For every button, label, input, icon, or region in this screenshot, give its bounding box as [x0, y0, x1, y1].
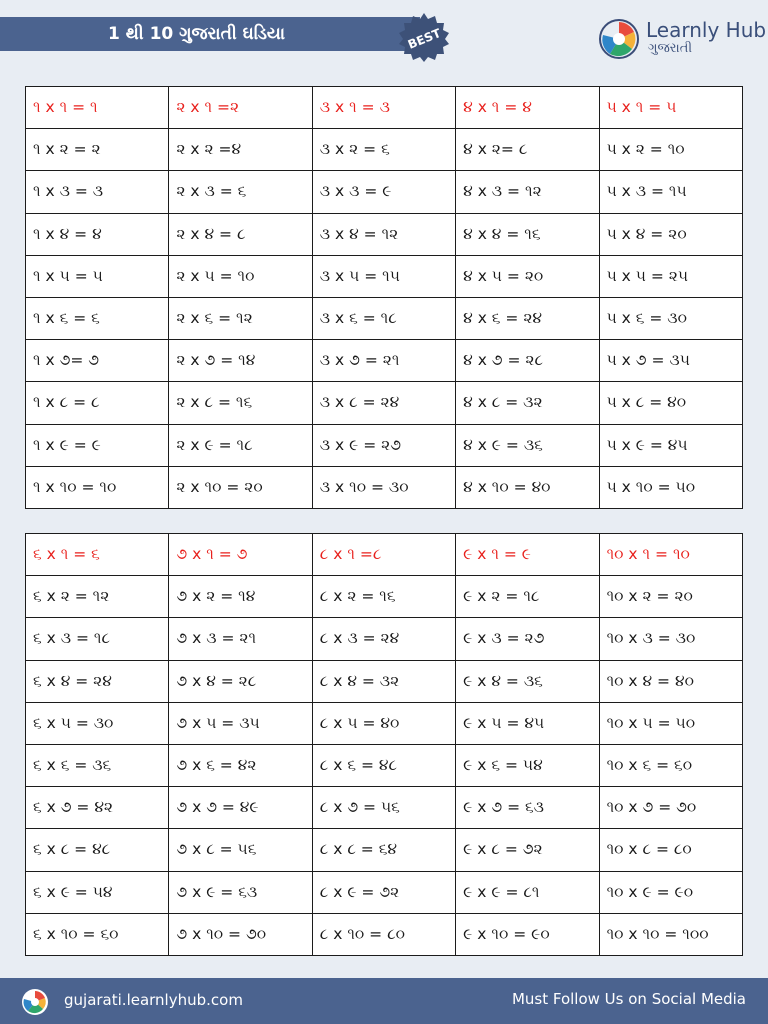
table-row — [26, 213, 743, 255]
table-cell: ૫ x ૫ = ૨૫ — [599, 255, 742, 297]
table-cell: ૫ x ૧ = ૫ — [599, 87, 742, 129]
table-cell: ૬ x ૬ = ૩૬ — [26, 744, 169, 786]
table-cell: ૬ x ૯ = ૫૪ — [26, 871, 169, 913]
table-cell: ૩ x ૯ = ૨૭ — [312, 424, 455, 466]
table-cell: ૧ x ૬ = ૬ — [26, 297, 169, 339]
table-row — [26, 297, 743, 339]
table-cell: ૬ x ૧ = ૬ — [26, 534, 169, 576]
table-cell: ૬ x ૮ = ૪૮ — [26, 829, 169, 871]
table-cell: ૯ x ૫ = ૪૫ — [456, 702, 599, 744]
table-cell: ૪ x ૬ = ૨૪ — [456, 297, 599, 339]
table-cell: ૯ x ૨ = ૧૮ — [456, 576, 599, 618]
table-cell: ૯ x ૪ = ૩૬ — [456, 660, 599, 702]
table-row — [26, 382, 743, 424]
table-cell: ૬ x ૧૦ = ૬૦ — [26, 913, 169, 955]
table-header-row — [26, 534, 743, 576]
table-cell: ૮ x ૧૦ = ૮૦ — [312, 913, 455, 955]
table-cell: ૯ x ૭ = ૬૩ — [456, 787, 599, 829]
table-cell: ૧ x ૭= ૭ — [26, 340, 169, 382]
table-row — [26, 340, 743, 382]
table-cell: ૨ x ૭ = ૧૪ — [169, 340, 312, 382]
table-cell: ૧૦ x ૫ = ૫૦ — [599, 702, 742, 744]
table-cell: ૭ x ૯ = ૬૩ — [169, 871, 312, 913]
table-cell: ૫ x ૮ = ૪૦ — [599, 382, 742, 424]
table-cell: ૪ x ૨= ૮ — [456, 129, 599, 171]
table-cell: ૩ x ૭ = ૨૧ — [312, 340, 455, 382]
table-row — [26, 424, 743, 466]
table-row — [26, 702, 743, 744]
table-cell: ૫ x ૯ = ૪૫ — [599, 424, 742, 466]
page-title: 1 થી 10 ગુજરાતી ઘડિયા — [0, 17, 420, 51]
table-cell: ૧ x ૫ = ૫ — [26, 255, 169, 297]
table-cell: ૪ x ૧૦ = ૪૦ — [456, 466, 599, 508]
table-cell: ૧ x ૮ = ૮ — [26, 382, 169, 424]
table-cell: ૪ x ૪ = ૧૬ — [456, 213, 599, 255]
table-cell: ૧૦ x ૮ = ૮૦ — [599, 829, 742, 871]
logo-name: Learnly Hub — [646, 18, 767, 42]
table-cell: ૨ x ૧૦ = ૨૦ — [169, 466, 312, 508]
table-cell: ૪ x ૧ = ૪ — [456, 87, 599, 129]
table-row — [26, 618, 743, 660]
footer-logo-icon — [18, 987, 52, 1017]
table-cell: ૪ x ૫ = ૨૦ — [456, 255, 599, 297]
table-cell: ૭ x ૧ = ૭ — [169, 534, 312, 576]
table-cell: ૩ x ૬ = ૧૮ — [312, 297, 455, 339]
badge-text: BEST — [405, 26, 443, 52]
times-table-1-to-5 — [25, 86, 743, 509]
table-cell: ૧ x ૨ = ૨ — [26, 129, 169, 171]
table-cell: ૧ x ૧ = ૧ — [26, 87, 169, 129]
table-cell: ૫ x ૨ = ૧૦ — [599, 129, 742, 171]
table-row — [26, 171, 743, 213]
table-cell: ૯ x ૩ = ૨૭ — [456, 618, 599, 660]
table-cell: ૨ x ૩ = ૬ — [169, 171, 312, 213]
table-cell: ૨ x ૪ = ૮ — [169, 213, 312, 255]
table-row — [26, 466, 743, 508]
table-cell: ૫ x ૬ = ૩૦ — [599, 297, 742, 339]
logo-subtitle: ગુજરાતી — [648, 41, 693, 56]
table-cell: ૭ x ૨ = ૧૪ — [169, 576, 312, 618]
table-cell: ૭ x ૩ = ૨૧ — [169, 618, 312, 660]
table-cell: ૪ x ૯ = ૩૬ — [456, 424, 599, 466]
table-cell: ૩ x ૪ = ૧૨ — [312, 213, 455, 255]
table-row — [26, 660, 743, 702]
table-cell: ૫ x ૪ = ૨૦ — [599, 213, 742, 255]
learnly-hub-logo[interactable] — [598, 14, 768, 60]
table-cell: ૭ x ૬ = ૪૨ — [169, 744, 312, 786]
page-header — [0, 0, 768, 64]
footer-follow-text: Must Follow Us on Social Media — [511, 990, 746, 1008]
table-cell: ૯ x ૮ = ૭૨ — [456, 829, 599, 871]
table-cell: ૬ x ૨ = ૧૨ — [26, 576, 169, 618]
table-cell: ૧૦ x ૧૦ = ૧૦૦ — [599, 913, 742, 955]
times-table-6-to-10 — [25, 533, 743, 956]
table-cell: ૩ x ૧૦ = ૩૦ — [312, 466, 455, 508]
table-cell: ૮ x ૧ =૮ — [312, 534, 455, 576]
table-cell: ૨ x ૬ = ૧૨ — [169, 297, 312, 339]
table-cell: ૮ x ૭ = ૫૬ — [312, 787, 455, 829]
table-cell: ૯ x ૬ = ૫૪ — [456, 744, 599, 786]
times-table-body — [26, 87, 743, 509]
table-cell: ૩ x ૧ = ૩ — [312, 87, 455, 129]
page-footer — [0, 978, 768, 1024]
table-cell: ૧ x ૩ = ૩ — [26, 171, 169, 213]
table-cell: ૧૦ x ૯ = ૯૦ — [599, 871, 742, 913]
table-cell: ૩ x ૫ = ૧૫ — [312, 255, 455, 297]
table-cell: ૫ x ૭ = ૩૫ — [599, 340, 742, 382]
table-cell: ૨ x ૨ =૪ — [169, 129, 312, 171]
table-cell: ૧૦ x ૪ = ૪૦ — [599, 660, 742, 702]
table-row — [26, 913, 743, 955]
table-header-row — [26, 87, 743, 129]
table-cell: ૭ x ૪ = ૨૮ — [169, 660, 312, 702]
table-row — [26, 255, 743, 297]
table-cell: ૬ x ૩ = ૧૮ — [26, 618, 169, 660]
table-cell: ૮ x ૬ = ૪૮ — [312, 744, 455, 786]
table-cell: ૪ x ૩ = ૧૨ — [456, 171, 599, 213]
table-cell: ૮ x ૯ = ૭૨ — [312, 871, 455, 913]
table-cell: ૧૦ x ૭ = ૭૦ — [599, 787, 742, 829]
table-cell: ૬ x ૭ = ૪૨ — [26, 787, 169, 829]
table-cell: ૭ x ૮ = ૫૬ — [169, 829, 312, 871]
table-cell: ૯ x ૧૦ = ૯૦ — [456, 913, 599, 955]
table-cell: ૮ x ૪ = ૩૨ — [312, 660, 455, 702]
table-row — [26, 829, 743, 871]
table-row — [26, 576, 743, 618]
table-cell: ૮ x ૫ = ૪૦ — [312, 702, 455, 744]
table-cell: ૭ x ૫ = ૩૫ — [169, 702, 312, 744]
table-cell: ૮ x ૨ = ૧૬ — [312, 576, 455, 618]
times-table-body — [26, 534, 743, 956]
table-row — [26, 744, 743, 786]
table-cell: ૬ x ૫ = ૩૦ — [26, 702, 169, 744]
table-cell: ૮ x ૮ = ૬૪ — [312, 829, 455, 871]
table-cell: ૧૦ x ૧ = ૧૦ — [599, 534, 742, 576]
table-cell: ૯ x ૯ = ૮૧ — [456, 871, 599, 913]
table-cell: ૭ x ૧૦ = ૭૦ — [169, 913, 312, 955]
logo-mark-icon — [598, 18, 640, 60]
table-row — [26, 871, 743, 913]
table-cell: ૨ x ૮ = ૧૬ — [169, 382, 312, 424]
table-cell: ૮ x ૩ = ૨૪ — [312, 618, 455, 660]
table-cell: ૧ x ૧૦ = ૧૦ — [26, 466, 169, 508]
table-cell: ૧૦ x ૬ = ૬૦ — [599, 744, 742, 786]
table-cell: ૧૦ x ૨ = ૨૦ — [599, 576, 742, 618]
table-cell: ૨ x ૯ = ૧૮ — [169, 424, 312, 466]
best-badge-icon — [396, 12, 452, 62]
table-cell: ૧ x ૪ = ૪ — [26, 213, 169, 255]
table-cell: ૧૦ x ૩ = ૩૦ — [599, 618, 742, 660]
table-cell: ૩ x ૨ = ૬ — [312, 129, 455, 171]
table-cell: ૫ x ૩ = ૧૫ — [599, 171, 742, 213]
table-row — [26, 129, 743, 171]
table-cell: ૩ x ૮ = ૨૪ — [312, 382, 455, 424]
table-cell: ૪ x ૮ = ૩૨ — [456, 382, 599, 424]
table-cell: ૬ x ૪ = ૨૪ — [26, 660, 169, 702]
table-cell: ૪ x ૭ = ૨૮ — [456, 340, 599, 382]
table-cell: ૨ x ૧ =૨ — [169, 87, 312, 129]
table-cell: ૯ x ૧ = ૯ — [456, 534, 599, 576]
best-badge — [396, 12, 452, 62]
table-cell: ૧ x ૯ = ૯ — [26, 424, 169, 466]
table-cell: ૫ x ૧૦ = ૫૦ — [599, 466, 742, 508]
table-row — [26, 787, 743, 829]
footer-website-link[interactable]: gujarati.learnlyhub.com — [64, 991, 243, 1009]
table-cell: ૩ x ૩ = ૯ — [312, 171, 455, 213]
table-cell: ૨ x ૫ = ૧૦ — [169, 255, 312, 297]
table-cell: ૭ x ૭ = ૪૯ — [169, 787, 312, 829]
